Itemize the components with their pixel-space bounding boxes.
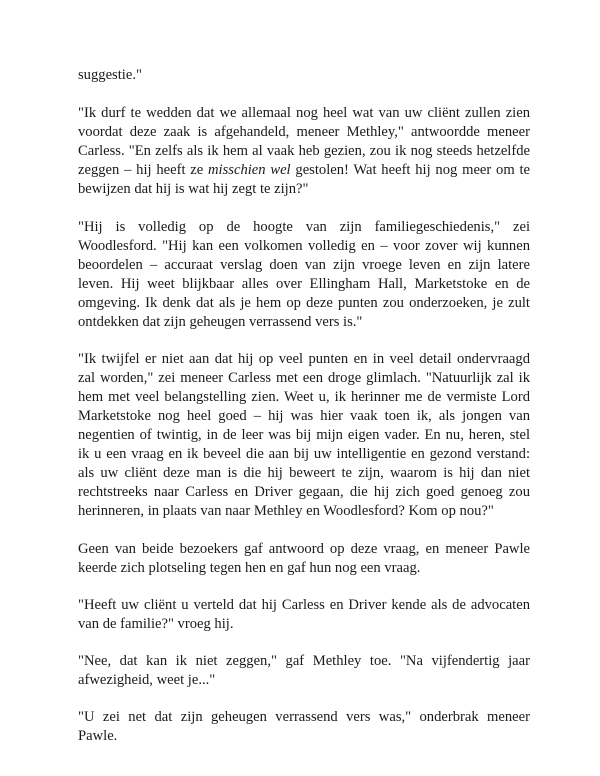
- paragraph-line: suggestie.": [78, 67, 142, 83]
- paragraph-line: Geen van beide bezoekers gaf antwoord op deze vraag, en meneer Pawle: [78, 541, 530, 557]
- paragraph-line: "Heeft uw cliënt u verteld dat hij Carless en Driver kende als de advocaten: [78, 597, 530, 613]
- paragraph-line: omgeving. Ik denk dat als je hem op deze punten zou onderzoeken, je zult: [78, 295, 530, 311]
- emphasized-phrase: misschien wel: [208, 162, 291, 178]
- paragraph-line: Marketstoke nog heel goed – hij was hier vaak toen ik, als jongen van: [78, 408, 530, 424]
- paragraph-line: als uw cliënt deze man is die hij beweert te zijn, waarom is hij dan niet: [78, 465, 530, 481]
- paragraph-line: Pawle.: [78, 728, 118, 744]
- paragraph-line: "Hij is volledig op de hoogte van zijn familiegeschiedenis," zei: [78, 219, 530, 235]
- paragraph-3: [78, 350, 530, 521]
- line-end: gestolen! Wat heeft hij nog meer om te: [290, 162, 530, 178]
- paragraph-1: [78, 104, 530, 199]
- paragraph-line-with-emphasis: [78, 161, 530, 180]
- paragraph-2: [78, 218, 530, 332]
- paragraph-line: keerde zich plotseling tegen hen en gaf hun nog een vraag.: [78, 560, 421, 576]
- paragraph-5: [78, 596, 530, 634]
- paragraph-line: ik u een vraag en ik beveel die aan bij uw intelligentie en gezond verstand:: [78, 446, 530, 462]
- paragraph-0: [78, 66, 530, 85]
- paragraph-line: "Ik durf te wedden dat we allemaal nog heel wat van uw cliënt zullen zien: [78, 105, 530, 121]
- paragraph-line: van de familie?" vroeg hij.: [78, 616, 234, 632]
- paragraph-line: hem met veel belangstelling zien. Weet u, ik herinner me de vermiste Lord: [78, 389, 530, 405]
- paragraph-6: [78, 652, 530, 690]
- line-start: zeggen – hij heeft ze: [78, 162, 209, 178]
- paragraph-line: "U zei net dat zijn geheugen verrassend vers was," onderbrak meneer: [78, 709, 530, 725]
- paragraph-line: Carless. "En zelfs als ik hem al vaak heb gezien, zou ik nog steeds hetzelfde: [78, 143, 530, 159]
- paragraph-line: ontdekken dat zijn geheugen verrassend vers is.": [78, 314, 363, 330]
- paragraph-line: herinneren, in plaats van naar Methley en Woodlesford? Kom op nou?": [78, 503, 494, 519]
- paragraph-line: leven. Hij weet blijkbaar alles over Ellingham Hall, Marketstoke en de: [78, 276, 530, 292]
- paragraph-line: negentien of twintig, in de leer was bij mijn eigen vader. En nu, heren, stel: [78, 427, 530, 443]
- paragraph-line: Woodlesford. "Hij kan een volkomen volledig en – voor zover wij kunnen: [78, 238, 530, 254]
- paragraph-line: rechtstreeks naar Carless en Driver gegaan, die hij zich goed genoeg zou: [78, 484, 530, 500]
- paragraph-line: afwezigheid, weet je...": [78, 672, 216, 688]
- paragraph-line: "Ik twijfel er niet aan dat hij op veel punten en in veel detail ondervraagd: [78, 351, 530, 367]
- paragraph-line: beoordelen – accuraat verslag doen van zijn vroege leven en zijn latere: [78, 257, 530, 273]
- paragraph-line: "Nee, dat kan ik niet zeggen," gaf Methley toe. "Na vijfendertig jaar: [78, 653, 530, 669]
- paragraph-line: bewijzen dat hij is wat hij zegt te zijn?": [78, 181, 309, 197]
- paragraph-4: [78, 540, 530, 578]
- paragraph-line: voordat deze zaak is afgehandeld, meneer Methley," antwoordde meneer: [78, 124, 530, 140]
- paragraph-7: [78, 708, 530, 746]
- paragraph-line: zal worden," zei meneer Carless met een droge glimlach. "Natuurlijk zal ik: [78, 370, 530, 386]
